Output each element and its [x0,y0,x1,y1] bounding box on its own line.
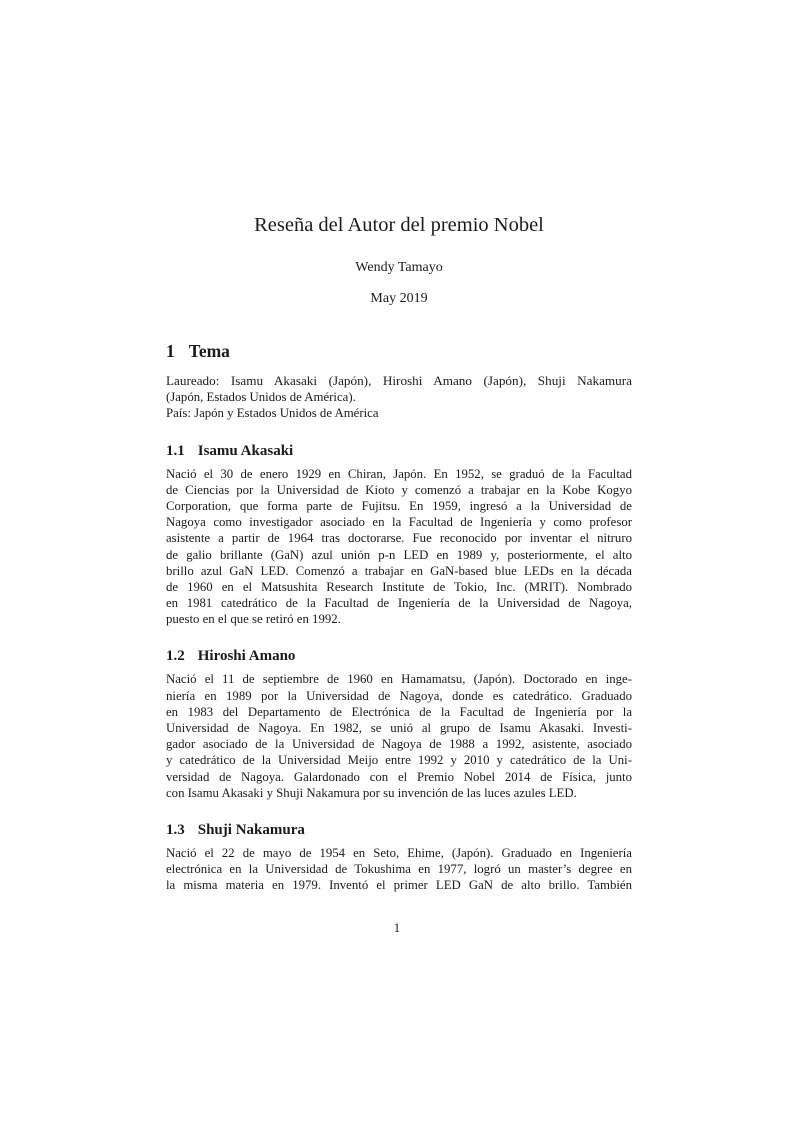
section-tema [166,340,632,422]
document-date: May 2019 [370,291,428,306]
subsection-heading [166,646,632,666]
page-number: 1 [393,921,401,935]
text-line: Nagoya como investigador asociado en la Facultad de Ingeniería y como profesor [166,515,632,530]
text-line: gador asociado de la Universidad de Nagoya de 1988 a 1992, asistente, asociado [166,737,632,752]
subsection-heading [166,441,632,461]
subsection-number: 1.2 [166,648,185,665]
text-line: versidad de Nagoya. Galardonado con el Premio Nobel 2014 de Física, junto [166,769,632,784]
text-line: Nació el 30 de enero 1929 en Chiran, Japón. En 1952, se graduó de la Facultad [166,466,632,481]
subsection-shuji-nakamura [166,820,632,894]
subsection-hiroshi-amano [166,646,632,801]
subsection-title: Hiroshi Amano [197,648,296,665]
text-column [166,0,632,894]
subsection-heading [166,820,632,840]
paragraph-hiroshi-amano [166,671,632,801]
paragraph-isamu-akasaki [166,466,632,628]
text-line: la misma materia en 1979. Inventó el primer LED GaN de alto brillo. También [166,878,632,893]
text-line: y catedrático de la Universidad Meijo entre 1992 y 2010 y catedrático de la Uni- [166,753,632,768]
subsection-number: 1.1 [166,442,185,459]
subsection-title: Shuji Nakamura [197,821,305,838]
text-line: brillo azul GaN LED. Comenzó a trabajar en GaN-based blue LEDs en la década [166,563,632,578]
document-author: Wendy Tamayo [355,260,443,275]
text-line: Nació el 22 de mayo de 1954 en Seto, Ehime, (Japón). Graduado en Ingeniería [166,845,632,860]
subsection-isamu-akasaki [166,441,632,628]
text-line: Nació el 11 de septiembre de 1960 en Hamamatsu, (Japón). Doctorado en inge- [166,672,632,687]
text-line: País: Japón y Estados Unidos de América [166,406,379,421]
text-line: puesto en el que se retiró en 1992. [166,612,341,627]
text-line: (Japón, Estados Unidos de América). [166,390,356,405]
subsection-title: Isamu Akasaki [197,442,294,459]
text-line: Corporation, que forma parte de Fujitsu. En 1959, ingresó a la Universidad de [166,498,632,513]
section-heading [166,340,632,363]
text-line: de galio brillante (GaN) azul unión p-n LED en 1989 y, posteriormente, el alto [166,547,632,562]
text-line: en 1983 del Departamento de Electrónica de la Facultad de Ingeniería por la [166,704,632,719]
paragraph-laureado [166,373,632,422]
text-line: de Ciencias por la Universidad de Kioto y comenzó a trabajar en la Kobe Kogyo [166,482,632,497]
text-line: niería en 1989 por la Universidad de Nagoya, donde es catedrático. Graduado [166,688,632,703]
text-line: en 1981 catedrático de la Facultad de Ingeniería de la Universidad de Nagoya, [166,596,632,611]
subsection-number: 1.3 [166,821,185,838]
section-number: 1 [166,341,175,361]
text-line: asistente a partir de 1964 tras doctorarse. Fue reconocido por inventar el nitruro [166,531,632,546]
text-line: Laureado: Isamu Akasaki (Japón), Hiroshi Amano (Japón), Shuji Nakamura [166,374,632,388]
paragraph-shuji-nakamura [166,845,632,894]
text-line: de 1960 en el Matsushita Research Institute de Tokio, Inc. (MRIT). Nombrado [166,579,632,594]
document-title: Reseña del Autor del premio Nobel [254,214,544,236]
text-line: electrónica en la Universidad de Tokushima en 1977, logró un master’s degree en [166,862,632,877]
section-title: Tema [188,341,230,361]
text-line: con Isamu Akasaki y Shuji Nakamura por su invención de las luces azules LED. [166,785,577,800]
text-line: Universidad de Nagoya. En 1982, se unió al grupo de Isamu Akasaki. Investi- [166,721,632,735]
